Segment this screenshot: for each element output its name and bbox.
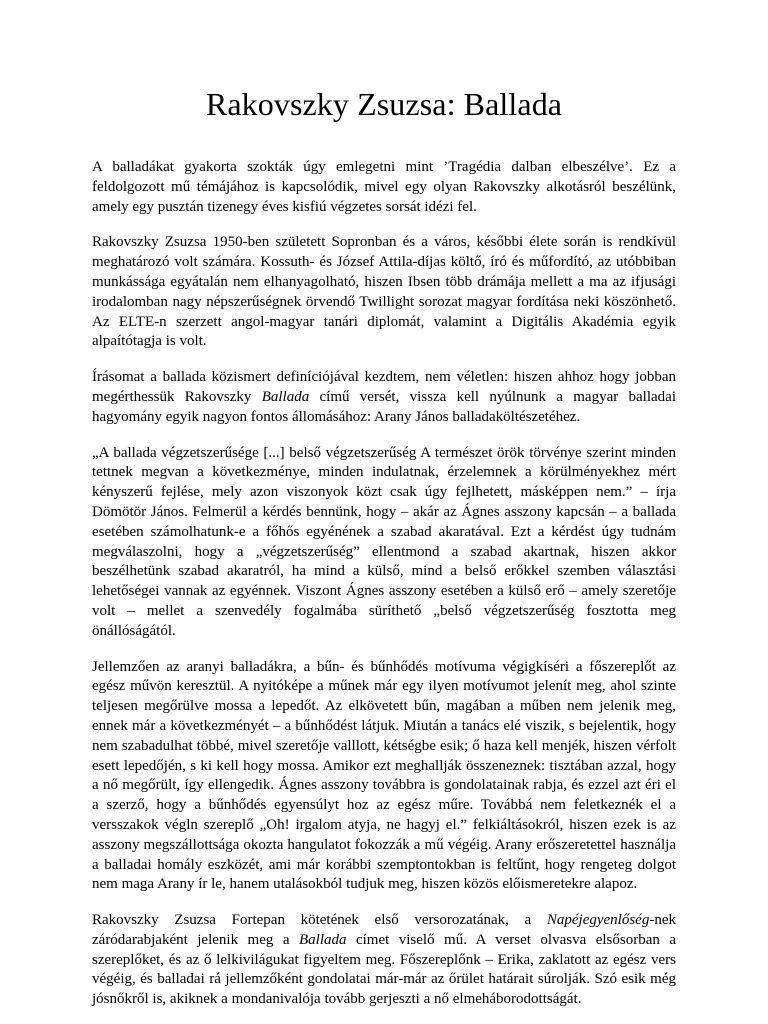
document-title: Rakovszky Zsuzsa: Ballada bbox=[205, 86, 563, 122]
paragraph-fortepan bbox=[92, 911, 676, 1010]
paragraph-fortepan-text-1: Rakovszky Zsuzsa Fortepan kötetének első versorozatának, a bbox=[92, 912, 547, 929]
paragraph-author-bio: Rakovszky Zsuzsa 1950-ben született Sopronban és a város, későbbi élete során is rendkívül meghatározó volt számára. Kossuth- és József Attila-díjas költő, író és műfordító, az utóbbiban munkássága egyátalán nem elhanyagolható, hiszen Ibsen több drámája mellett a ma az ifjusági irodalomban nagy népszerűségnek örvendő Twillight sorozat magyar fordítása neki köszönhető. Az ELTE-n szerzett angol-magyar tanári diplomát, valamint a Digitális Akadémia egyik alpaítótagja is volt. bbox=[92, 234, 676, 350]
paragraph-fortepan-text-2: -nek záródarabjaként jelenik meg a bbox=[92, 912, 676, 948]
paragraph-arany-motifs: Jellemzően az aranyi balladákra, a bűn- és bűnhődés motívuma végigkíséri a főszereplőt az egész művön keresztül. A nyitóképe a műnek már egy ilyen motívumot jelenít meg, ahol szinte teljesen megőrülve mossa a lepedőt. Az elkövetett bűn, magában a műben nem jelenik meg, ennek már a következményét – a bűnhődést látjuk. Miután a tanács elé viszik, s bejelentik, hogy nem szabadulhat többé, mivel szeretője valllott, kétségbe esik; ő haza kell menjék, hiszen vérfolt esett lepedőjén, s ki kell hogy mossa. Amikor ezt meghallják összeneznek: tisztában azzal, hogy a nő megőrült, így ellengedik. Ágnes asszony továbbra is gondolatainak rabja, és ezzel azt éri el a szerző, hogy a bűnhődés egyensúlyt hoz az egész műre. Továbbá nem feletkeznék el a versszakok végln szereplő „Oh! irgalom atyja, ne hagyj el.” felkiáltásokról, hiszen ezek is az asszony megszállottsága okozta hangulatot fokozzák a mű végéig. Arany erőszeretettel használja a balladai homály eszközét, ami már korábbi szemptontokban is feltűnt, hogy rengeteg dolgot nem maga Arany ír le, hanem utalásokból tudjuk meg, hiszen közös előismeretekre alapoz. bbox=[92, 658, 676, 893]
paragraph-definition bbox=[92, 368, 676, 427]
italic-title-ballada: Ballada bbox=[261, 388, 310, 405]
paragraph-quote-fate: „A ballada végzetszerűsége [...] belső végzetszerűség A természet örök törvénye szerint minden tettnek megvan a következménye, minden indulatnak, érzelemnek a körülményekhez mért kényszerű fejlése, mely azon viszonyok közt csak úgy fejlhetett, másképpen nem.” – írja Dömötör János. Felmerül a kérdés bennünk, hogy – akár az Ágnes asszony kapcsán – a ballada esetében számolhatunk-e a főhős egyénének a szabad akaratával. Ezt a kérdést úgy tudnám megválaszolni, hogy a „végzetszerűség” ellentmond a szabad akartnak, hiszen akkor beszélhetünk szabad akaratról, ha mind a külső, mind a belső erőkkel szemben választási lehetőségei vannak az egyénnek. Viszont Ágnes asszony esetében a külső erő – amely szeretője volt – mellet a szenvedély fogalmába süríthető „belső végzetszerűség fosztotta meg önállóságától. bbox=[92, 444, 676, 639]
italic-title-ballada-2: Ballada bbox=[298, 931, 347, 948]
paragraph-definition-text-2: című versét, vissza kell nyúlnunk a magyar balladai hagyomány egyik nagyon fontos állomásához: Arany János balladaköltészetéhez. bbox=[92, 388, 676, 425]
italic-title-napejegyenloseg: Napéjegyenlőség bbox=[546, 912, 650, 929]
paragraph-definition-text-1: Írásomat a ballada közismert definíciójával kezdtem, nem véletlen: hiszen ahhoz hogy jobban megérthessük Rakovszky bbox=[92, 369, 676, 405]
paragraph-fortepan-text-3: címet viselő mű. A verset olvasva elsősorban a szereplőket, és az ő lelkivilágukat figyeltem meg. Főszereplőnk – Erika, zaklatott az egész vers végéig, és balladai rá jellemzőként gondolatai már-már az őrület határait súrolják. Szó esik még jósnőkről is, akiknek a mondanivalója tovább gerjeszti a nő elmeháborodottságát. bbox=[92, 931, 676, 1008]
paragraph-intro: A balladákat gyakorta szokták úgy emlegetni mint ’Tragédia dalban elbeszélve’. Ez a feldolgozott mű témájához is kapcsolódik, mivel egy olyan Rakovszky alkotásról beszélünk, amely egy pusztán tizenegy éves kisfiú végzetes sorsát idézi fel. bbox=[92, 159, 676, 215]
